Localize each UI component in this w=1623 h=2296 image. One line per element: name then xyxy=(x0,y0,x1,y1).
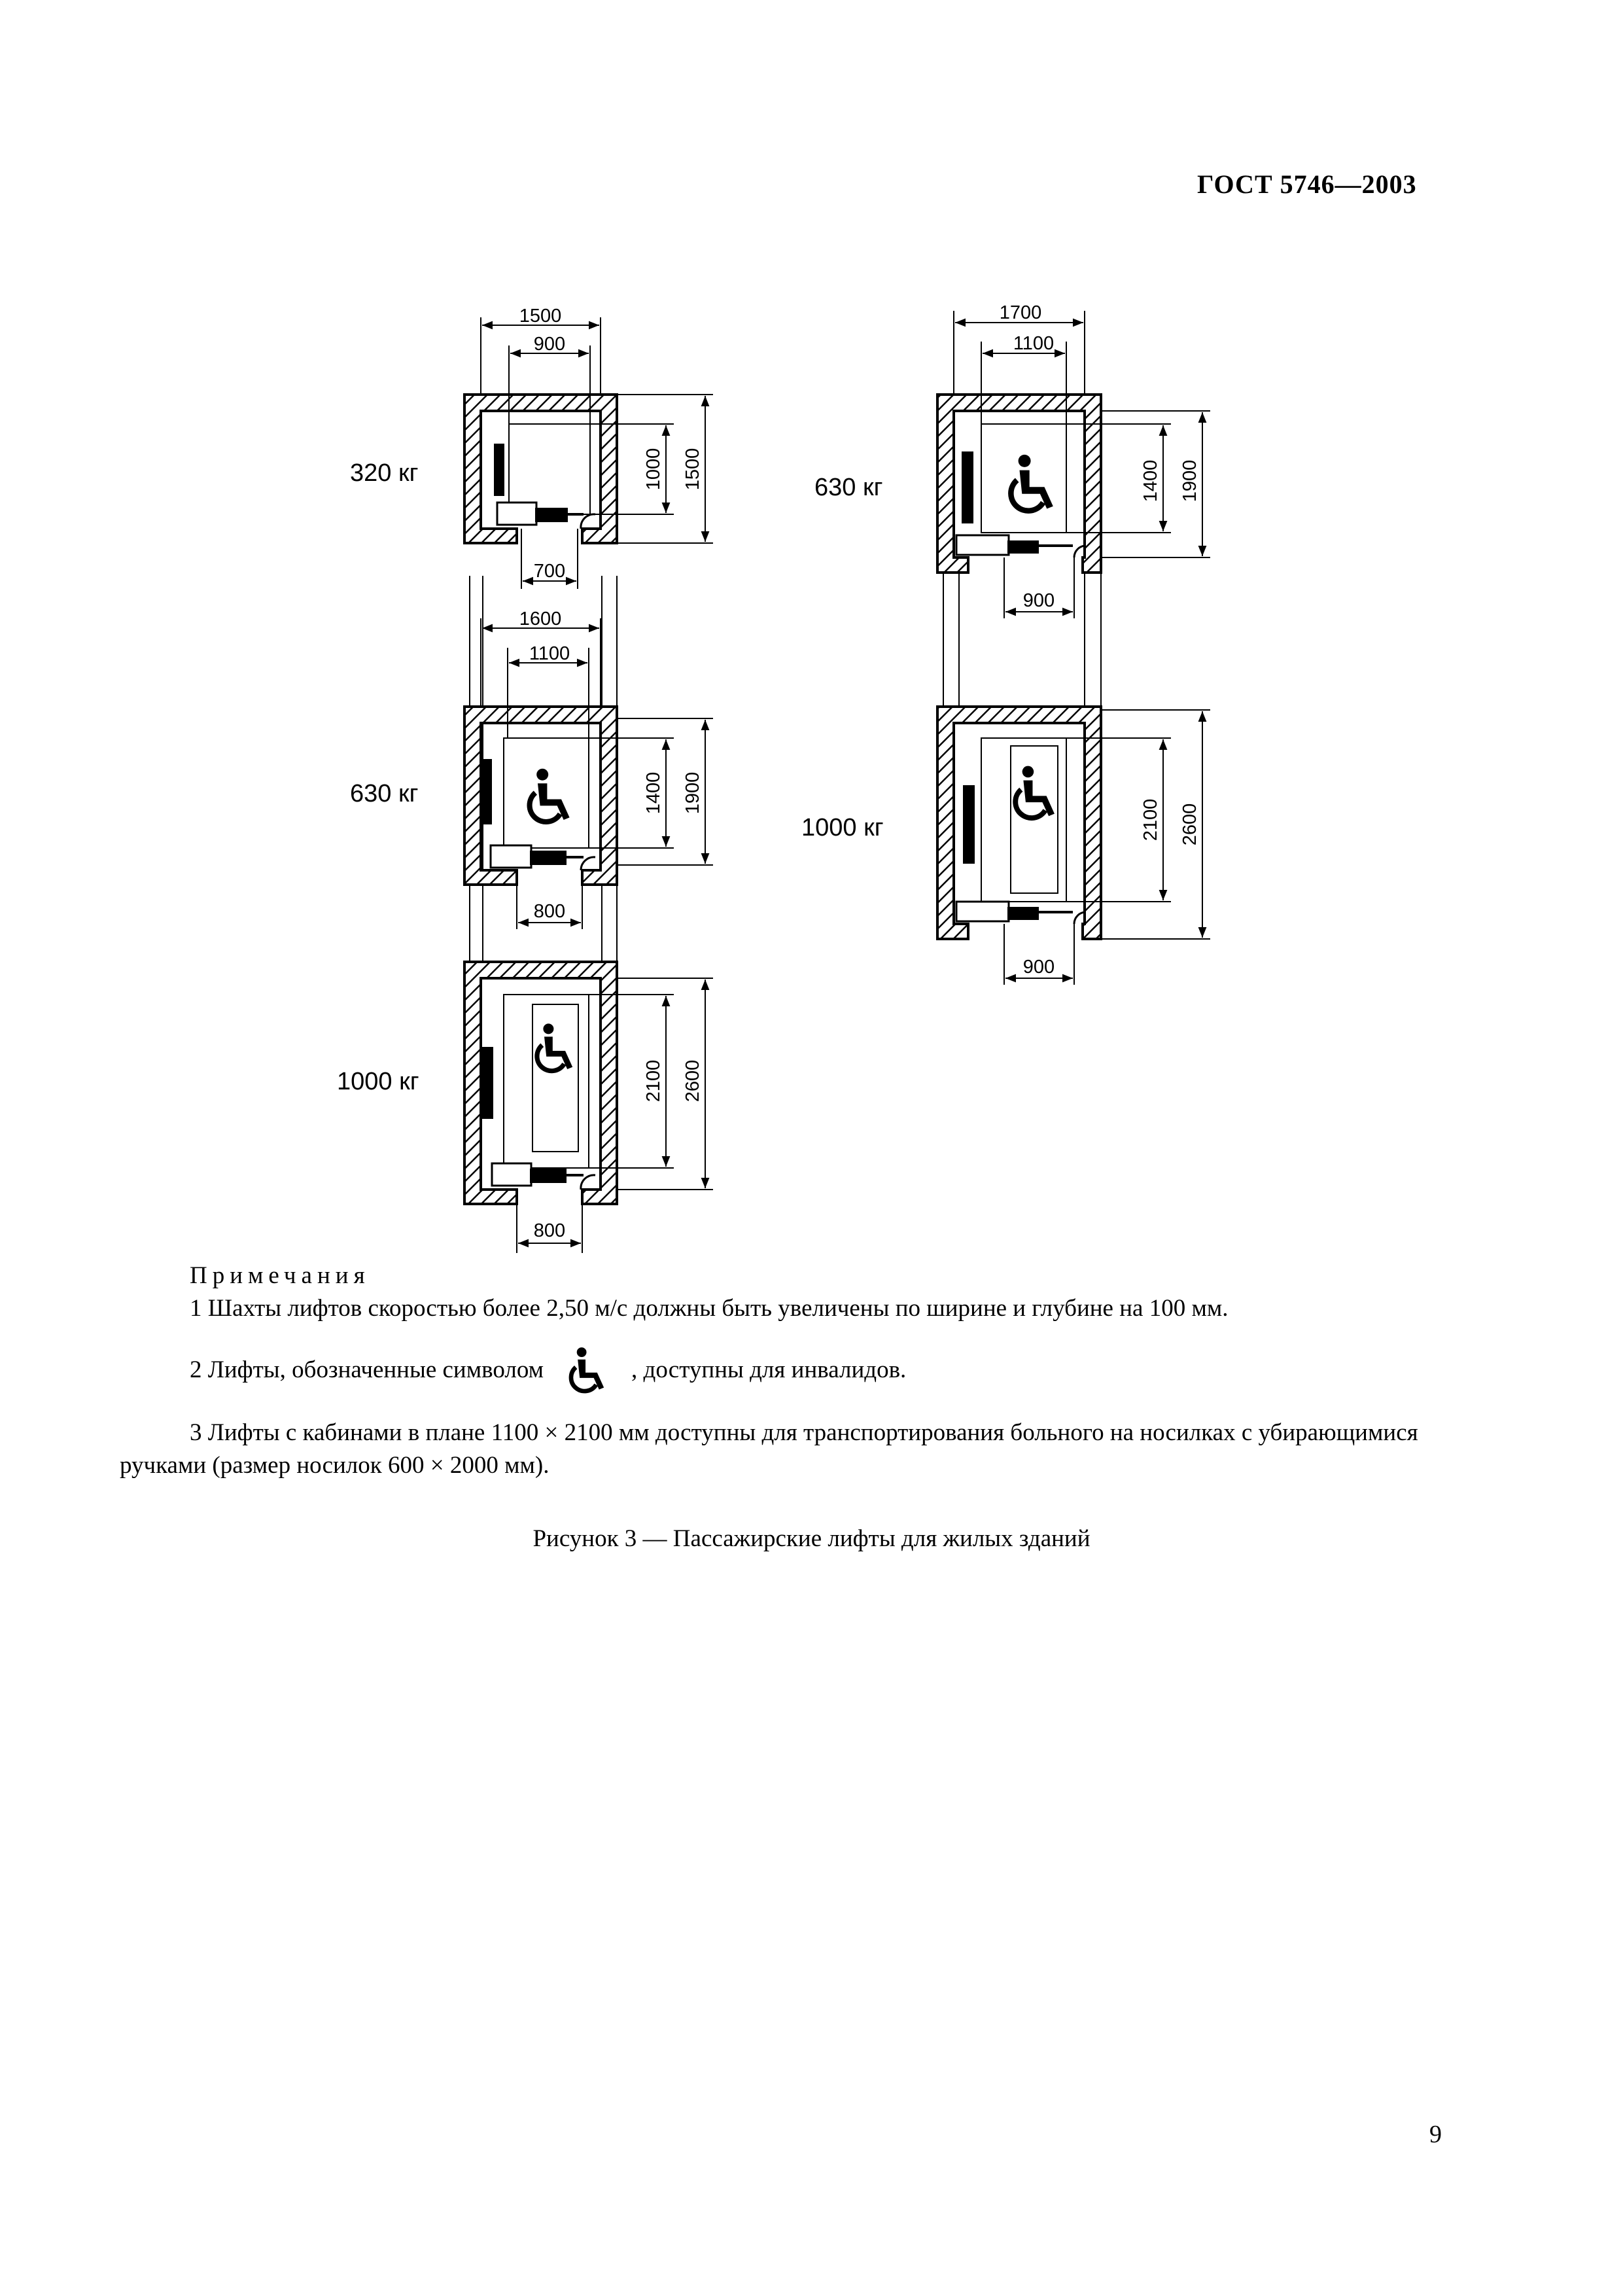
shaft-depth-label: 2600 xyxy=(682,1059,703,1103)
control-panel-icon xyxy=(481,1047,493,1119)
cabin-width-label: 1100 xyxy=(529,643,570,664)
mass-label: 630 кг xyxy=(350,780,419,807)
control-panel-icon xyxy=(494,444,504,496)
shaft-width-label: 1500 xyxy=(519,306,562,327)
mass-label: 630 кг xyxy=(814,474,883,501)
notes-title: Примечания xyxy=(190,1262,370,1289)
mass-label: 1000 кг xyxy=(801,814,884,841)
shaft-1000kg-left xyxy=(337,962,713,1253)
wheelchair-icon xyxy=(1015,766,1055,818)
wheelchair-icon xyxy=(1011,455,1053,511)
shaft-depth-label: 1900 xyxy=(682,771,703,815)
wheelchair-icon xyxy=(530,769,570,822)
shaft-depth-label: 2600 xyxy=(1179,803,1200,846)
shaft-depth-label: 1900 xyxy=(1179,459,1200,503)
cabin-width-label: 1100 xyxy=(1013,333,1055,354)
shaft-320kg xyxy=(350,306,713,589)
cabin-width-label: 900 xyxy=(533,334,566,355)
cabin-depth-label: 2100 xyxy=(1140,798,1161,841)
shaft-630kg-right xyxy=(814,302,1210,618)
mass-label: 1000 кг xyxy=(337,1068,419,1095)
notes-block xyxy=(120,1260,1450,1482)
cabin-depth-label: 2100 xyxy=(643,1059,664,1103)
door-width-label: 900 xyxy=(1022,590,1055,611)
note-2 xyxy=(120,1346,1450,1394)
note-2-text-before: 2 Лифты, обозначенные символом xyxy=(190,1356,544,1383)
document-header: ГОСТ 5746—2003 xyxy=(1197,169,1417,199)
mass-label: 320 кг xyxy=(350,459,419,487)
page-number: 9 xyxy=(1429,2121,1442,2148)
figure-caption: Рисунок 3 — Пассажирские лифты для жилых зданий xyxy=(532,1525,1091,1552)
door-width-label: 800 xyxy=(533,901,566,922)
note-3: 3 Лифты с кабинами в плане 1100 × 2100 мм доступны для транспортирования больного на носилках с убирающимися ручками (размер носилок 600 × 2000 мм). xyxy=(120,1419,1418,1479)
shaft-depth-label: 1500 xyxy=(682,448,703,491)
cabin-depth-label: 1400 xyxy=(643,771,664,815)
door-width-label: 700 xyxy=(533,561,566,582)
note-2-text-after: , доступны для инвалидов. xyxy=(631,1356,907,1383)
wheelchair-icon xyxy=(558,1346,617,1394)
cabin-depth-label: 1400 xyxy=(1140,459,1161,503)
control-panel-icon xyxy=(963,785,975,864)
cabin-depth-label: 1000 xyxy=(643,448,664,491)
wheelchair-icon xyxy=(537,1023,572,1070)
note-1: 1 Шахты лифтов скоростью более 2,50 м/с должны быть увеличены по ширине и глубине на 100 мм. xyxy=(190,1295,1229,1322)
control-panel-icon xyxy=(962,451,973,523)
shaft-width-label: 1700 xyxy=(999,302,1042,323)
door-width-label: 900 xyxy=(1022,957,1055,978)
control-panel-icon xyxy=(480,759,492,824)
door-width-label: 800 xyxy=(533,1220,566,1241)
shaft-width-label: 1600 xyxy=(519,609,562,629)
shaft-1000kg-right xyxy=(801,707,1210,985)
shaft-630kg-left xyxy=(350,609,713,929)
